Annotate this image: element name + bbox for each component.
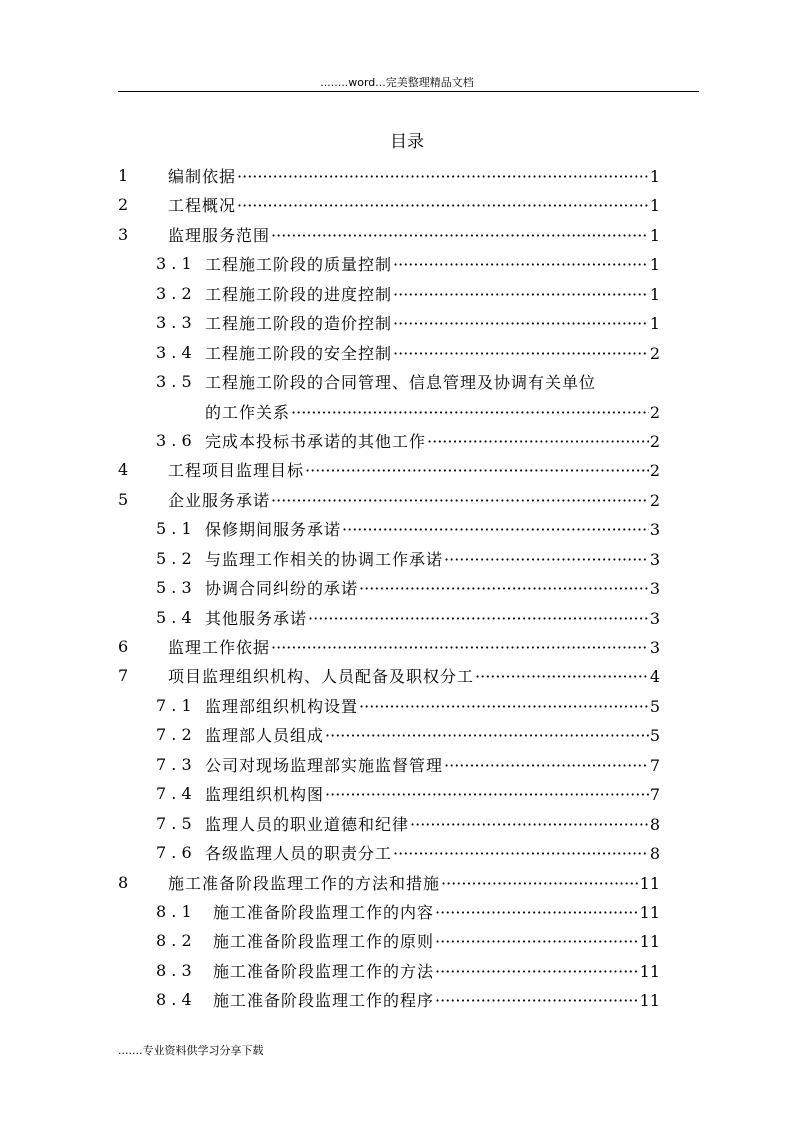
toc-entry-title: 施工准备阶段监理工作的原则 — [213, 932, 435, 952]
toc-dot-leader — [271, 637, 649, 659]
toc-entry[interactable] — [0, 839, 794, 868]
toc-entry[interactable] — [0, 721, 794, 750]
toc-entry-page: 7 — [649, 785, 660, 805]
toc-entry[interactable] — [0, 221, 794, 250]
toc-entry-title: 监理部人员组成 — [205, 726, 325, 746]
toc-dot-leader — [435, 961, 639, 983]
toc-entry[interactable] — [0, 545, 794, 574]
toc-entry-number: 1 — [118, 166, 129, 185]
toc-entry[interactable] — [0, 368, 794, 427]
toc-entry-title: 工程施工阶段的安全控制 — [205, 343, 393, 363]
toc-entry-page: 11 — [639, 873, 660, 893]
toc-dot-leader — [435, 902, 639, 924]
toc-entry-number: 8 . 3 — [156, 960, 192, 980]
toc-entry-number: 2 — [118, 195, 129, 215]
toc-entry[interactable] — [0, 486, 794, 515]
toc-entry-page: 11 — [639, 932, 660, 952]
toc-entry[interactable] — [0, 810, 794, 839]
toc-entry-number: 7 . 4 — [156, 784, 192, 804]
header-divider — [118, 91, 699, 92]
toc-entry-number: 5 . 2 — [156, 548, 192, 568]
toc-entry[interactable] — [0, 692, 794, 721]
toc-entry-number: 3 . 2 — [156, 283, 192, 303]
toc-entry-number: 8 . 4 — [156, 990, 192, 1010]
toc-entry-number: 7 . 5 — [156, 813, 192, 833]
toc-dot-leader — [237, 166, 649, 188]
toc-entry-page: 8 — [649, 844, 660, 864]
toc-entry-title: 监理工作依据 — [168, 638, 271, 658]
toc-dot-leader — [435, 990, 639, 1012]
toc-entry[interactable] — [0, 780, 794, 809]
toc-entry-number: 3 . 3 — [156, 313, 192, 333]
toc-entry-page: 8 — [649, 814, 660, 834]
toc-entry[interactable] — [0, 309, 794, 338]
toc-entry-number: 8 — [118, 872, 129, 892]
toc-entry-number: 8 . 2 — [156, 931, 192, 951]
toc-entry-number: 3 . 6 — [156, 430, 192, 450]
page-footer: .......专业资料供学习分享下载 — [118, 1044, 264, 1057]
toc-entry-number: 7 . 2 — [156, 725, 192, 745]
toc-entry[interactable] — [0, 191, 794, 220]
toc-dot-leader — [305, 460, 649, 482]
toc-dot-leader — [271, 490, 649, 512]
toc-dot-leader — [325, 784, 649, 806]
toc-entry-number: 3 — [118, 224, 129, 244]
toc-entry-page: 3 — [649, 638, 660, 658]
toc-dot-leader — [359, 696, 649, 718]
toc-entry-page: 3 — [649, 608, 660, 628]
toc-dot-leader — [393, 284, 649, 306]
toc-entry-title: 协调合同纠纷的承诺 — [205, 579, 359, 599]
toc-entry-page: 2 — [649, 343, 660, 363]
toc-entry-page: 11 — [639, 991, 660, 1011]
toc-dot-leader — [435, 931, 639, 953]
toc-dot-leader — [393, 254, 649, 276]
toc-entry-page: 7 — [649, 755, 660, 775]
toc-entry-page: 3 — [649, 520, 660, 540]
toc-entry-page: 1 — [649, 225, 660, 245]
toc-entry-number: 4 — [118, 460, 129, 480]
toc-entry-title: 与监理工作相关的协调工作承诺 — [205, 549, 444, 569]
toc-entry-title: 编制依据 — [168, 167, 237, 186]
toc-entry-title: 工程施工阶段的合同管理、信息管理及协调有关单位 — [205, 373, 597, 393]
toc-dot-leader — [427, 431, 649, 453]
toc-entry-page: 2 — [649, 402, 660, 422]
toc-dot-leader — [359, 578, 649, 600]
toc-dot-leader — [325, 725, 649, 747]
toc-entry-title: 公司对现场监理部实施监督管理 — [205, 755, 444, 775]
toc-dot-leader — [271, 225, 649, 247]
toc-entry-title: 监理服务范围 — [168, 225, 271, 245]
toc-entry-number: 7 . 1 — [156, 695, 192, 715]
toc-entry-page: 4 — [649, 667, 660, 687]
table-of-contents — [0, 162, 794, 1016]
toc-entry[interactable] — [0, 515, 794, 544]
toc-entry-number: 3 . 4 — [156, 342, 192, 362]
toc-entry-number: 3 . 5 — [156, 372, 192, 392]
toc-dot-leader — [444, 755, 649, 777]
toc-entry-title: 企业服务承诺 — [168, 490, 271, 510]
toc-entry[interactable] — [0, 250, 794, 279]
toc-entry[interactable] — [0, 927, 794, 956]
toc-entry-page: 1 — [649, 167, 660, 186]
page-header: ........word...完美整理精品文档 — [320, 76, 474, 89]
toc-entry[interactable] — [0, 162, 794, 191]
toc-dot-leader — [308, 608, 649, 630]
toc-entry-page: 11 — [639, 902, 660, 922]
toc-entry-title: 完成本投标书承诺的其他工作 — [205, 431, 427, 451]
toc-entry-title: 工程项目监理目标 — [168, 461, 305, 481]
toc-dot-leader — [291, 402, 649, 424]
toc-entry-number: 3 . 1 — [156, 254, 192, 274]
toc-entry[interactable] — [0, 604, 794, 633]
toc-entry-title: 工程概况 — [168, 196, 237, 216]
toc-entry[interactable] — [0, 456, 794, 485]
toc-entry-page: 11 — [639, 961, 660, 981]
toc-dot-leader — [441, 873, 639, 895]
toc-entry-title: 工程施工阶段的造价控制 — [205, 314, 393, 334]
toc-dot-leader — [393, 343, 649, 365]
toc-entry-page: 2 — [649, 490, 660, 510]
toc-dot-leader — [444, 549, 649, 571]
toc-entry[interactable] — [0, 662, 794, 691]
toc-entry-number: 5 — [118, 489, 129, 509]
toc-entry-title: 项目监理组织机构、人员配备及职权分工 — [168, 667, 475, 687]
toc-entry-title: 监理组织机构图 — [205, 785, 325, 805]
toc-dot-leader — [237, 195, 649, 217]
toc-entry-page: 5 — [649, 726, 660, 746]
toc-entry-page: 1 — [649, 255, 660, 275]
toc-entry-title: 其他服务承诺 — [205, 608, 308, 628]
toc-entry-title: 工程施工阶段的进度控制 — [205, 284, 393, 304]
toc-entry[interactable] — [0, 986, 794, 1015]
toc-entry-title: 施工准备阶段监理工作的方法和措施 — [168, 873, 441, 893]
toc-entry-number: 5 . 4 — [156, 607, 192, 627]
toc-entry-title: 施工准备阶段监理工作的程序 — [213, 991, 435, 1011]
toc-entry-title: 施工准备阶段监理工作的内容 — [213, 902, 435, 922]
toc-entry-page: 1 — [649, 284, 660, 304]
toc-dot-leader — [393, 843, 649, 865]
toc-entry-page: 2 — [649, 431, 660, 451]
toc-entry-number: 6 — [118, 637, 129, 657]
toc-dot-leader — [393, 313, 649, 335]
toc-entry[interactable] — [0, 427, 794, 456]
toc-entry-number: 7 . 3 — [156, 754, 192, 774]
toc-entry-number: 7 . 6 — [156, 843, 192, 863]
toc-title: 目录 — [390, 132, 424, 152]
toc-entry[interactable] — [0, 898, 794, 927]
toc-dot-leader — [410, 814, 649, 836]
toc-entry[interactable] — [0, 869, 794, 898]
toc-entry[interactable] — [0, 339, 794, 368]
toc-entry-page: 1 — [649, 196, 660, 216]
toc-entry-title: 各级监理人员的职责分工 — [205, 844, 393, 864]
toc-entry[interactable] — [0, 633, 794, 662]
toc-entry-page: 3 — [649, 579, 660, 599]
toc-entry-page: 5 — [649, 696, 660, 716]
toc-entry-number: 8 . 1 — [156, 901, 192, 921]
toc-entry-page: 3 — [649, 549, 660, 569]
toc-dot-leader — [342, 519, 649, 541]
toc-entry-title: 施工准备阶段监理工作的方法 — [213, 961, 435, 981]
toc-entry-page: 2 — [649, 461, 660, 481]
toc-entry-number: 5 . 1 — [156, 519, 192, 539]
toc-entry-title: 监理部组织机构设置 — [205, 696, 359, 716]
toc-entry-title: 的工作关系 — [205, 402, 291, 422]
toc-entry-title: 保修期间服务承诺 — [205, 520, 342, 540]
toc-entry[interactable] — [0, 957, 794, 986]
toc-entry[interactable] — [0, 574, 794, 603]
toc-entry-title: 监理人员的职业道德和纪律 — [205, 814, 410, 834]
toc-entry-page: 1 — [649, 314, 660, 334]
toc-entry[interactable] — [0, 280, 794, 309]
toc-dot-leader — [475, 666, 649, 688]
toc-entry-number: 5 . 3 — [156, 578, 192, 598]
toc-entry-number: 7 — [118, 666, 129, 686]
toc-entry[interactable] — [0, 751, 794, 780]
toc-entry-title: 工程施工阶段的质量控制 — [205, 255, 393, 275]
